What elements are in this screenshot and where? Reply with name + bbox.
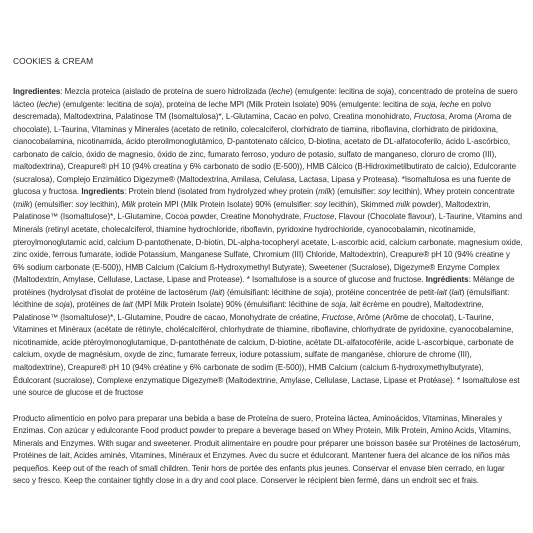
allergen-term: soja (144, 99, 160, 109)
allergen-term: soja (420, 99, 436, 109)
allergen-term: lait (122, 300, 133, 310)
allergen-term: soja (314, 287, 329, 297)
ingredients-text: (MPI Milk Protein Isolate) 90% (émulsifiant: lécithine de (132, 300, 332, 310)
ingredients-text: ) (emulgente: lecitina de (58, 99, 145, 109)
ingredients-heading: Ingredientes (13, 87, 61, 96)
ingredients-text: : Protein blend (isolated from hydrolyzed whey protein ( (124, 187, 319, 197)
ingredients-text: ) (emulgente: lecitina de (290, 87, 377, 96)
nutrition-label-sheet (13, 56, 523, 488)
allergen-term: Fructosa (413, 112, 445, 122)
ingredients-text: ), protéines de (69, 300, 123, 310)
allergen-term: Fructose (303, 212, 335, 222)
ingredients-text: ) (émulsifiant: lécithine de (13, 287, 510, 310)
ingredients-text: , (345, 300, 351, 310)
ingredients-text: ), protéine concentrée de petit- (328, 287, 437, 297)
ingredients-text: powder), Maltodextrin, Palatinose™ (Isomaltulose)*, L-Glutamine, Cocoa powder, Creatine Monohydrate, (13, 199, 491, 222)
ingredients-text: : Mezcla proteica (aislado de proteína de suero hidrolizada ( (60, 87, 272, 96)
ingredients-text: ) (emulsifier: (29, 199, 76, 209)
allergen-term: lait (436, 287, 447, 297)
allergen-term: lait (350, 300, 361, 310)
allergen-term: leche (439, 99, 459, 109)
ingredients-text: lecithin), Skimmed (326, 199, 396, 209)
product-description: Producto alimenticio en polvo para preparar una bebida a base de Proteína de suero, Proteína láctea, Aminoácidos, Vitaminas, Minerales y Enzimas. Con azúcar y edulcorante Food product powder to prepare a beverage based on Whey Protein, Milk Protein, Amino Acids, Vitamins, Minerals and Enzymes. With sugar and sweetener. Produit alimentaire en poudre pour préparer une boisson basée sur Protéines de lactosérum, Protéines de lait, Acides aminés, Vitamines, Minéraux et Enzymes. Avec du sucre et édulcorant. Mantener fuera del alcance de los niños más pequeños. Keep out of the reach of small children. Tenir hors de portée des enfants plus jeunes. Conservar el envase bien cerrado, en lugar seco y fresco. Keep the container tightly close in a dry and cool place. Conserver le récipient bien fermé, dans un endroit sec et frais. (13, 413, 521, 486)
ingredients-paragraph (13, 86, 523, 400)
ingredients-text: ) (emulsifier: (332, 187, 379, 197)
ingredients-heading: Ingredients (81, 187, 125, 197)
allergen-term: lait (451, 287, 462, 297)
allergen-term: soja (55, 300, 70, 310)
ingredients-text: en polvo descremada), Maltodextrina, Palatinose TM (Isomaltulosa)*, L-Glutamina, Cacao en polvo, Creatina monohidrato, (13, 99, 491, 122)
ingredients-text: lecithin), Whey protein concentrate ( (13, 187, 515, 209)
allergen-term: soja (376, 87, 392, 96)
allergen-term: milk (15, 199, 30, 209)
ingredients-text: écrème en poudre), Maltodextrine, Palatinose™ (Isomaltulose)*, L-Glutamine, Poudre de cacao, Monohydrate de créatine, (13, 300, 484, 322)
ingredients-text: ), concentrado de proteína de suero lácteo ( (13, 87, 518, 109)
allergen-term: leche (271, 87, 291, 96)
allergen-term: Fructose (321, 312, 353, 322)
ingredients-text: ( (446, 287, 452, 297)
ingredients-text: , (435, 99, 440, 109)
allergen-term: milk (318, 187, 333, 197)
allergen-term: lait (212, 287, 223, 297)
ingredients-text: , Aroma (Aroma de chocolate), L-Taurina, Vitaminas y Minerales (acetato de retinilo, colecalciferol, clorhidrato de tiamina, riboflavina, clorhidrato de piridoxina, cianocobalamina, nicotinamida, ácido pteroilmonoglutámico, D-pantotenato cálcico, D-biotina, acetato de DL-alfatocoferilo, ácido L-ascórbico, carbonato de calcio, óxido de magnesio, óxido de zinc, fumarato ferroso, yoduro de potasio, sulfato de manganeso, cloruro de cromo (III), maltodextrina), Creapure® pH 10 (94% creatina y 6% carbonato de sodio (E-500)), HMB Cálcico (B-Hidroximetilbutirato de calcio), Edulcorante (sucralosa), Complejo Enzimático Digezyme® (Maltodextrina, Amilasa, Celulasa, Lactasa, Lipasa y Proteasa). *Isomaltulosa es una fuente de glucosa y fructosa. (13, 112, 517, 197)
ingredients-text: : Mélange de protéines (hydrolysat d'isolat de protéine de lactosérum ( (13, 275, 515, 297)
product-title: COOKIES & CREAM (13, 56, 94, 66)
ingredients-text: ) (émulsifiant: lécithine de (222, 287, 315, 297)
allergen-term: Milk (121, 199, 136, 209)
ingredients-text: , Flavour (Chocolate flavour), L-Taurine, Vitamins and Minerals (retinyl acetate, cholecalciferol, thiamine hydrochloride, riboflavin, pyridoxine hydrochloride, cyanocobalamin, nicotinamide, pteroylmonoglutamic acid, calcium D-pantothenate, D-biotin, DL-alpha-tocopheryl acetate, L-ascorbic acid, calcium carbonate, magnesium oxide, zinc oxide, ferrous fumarate, iodide Potassium, Manganese Sulfate, Chromium (III) Chloride, Maltodextrin), Creapure® pH 10 (94% creatine y 6% sodium carbonate (E-500)), HMB Calcium (Calcium ß-Hydroxymethyl Butyrate), Sweetener (Sucralose), Digezyme® Enzyme Complex (Maltodextrin, Amylase, Cellulase, Lactase, Lipase and Protease). * Isomaltulose is a source of glucose and fructose. (13, 212, 523, 285)
ingredients-text: protein MPI (Milk Protein Isolate) 90% (emulsifier: (135, 199, 315, 209)
allergen-term: soy (314, 199, 327, 209)
ingredients-text: ), proteína de leche MPI (Milk Protein Isolate) 90% (emulgente: lecitina de (159, 99, 421, 109)
ingredients-text: lecithin), (87, 199, 122, 209)
allergen-term: soy (75, 199, 88, 209)
allergen-term: leche (39, 99, 58, 109)
ingredients-heading: Ingrédients (425, 275, 469, 285)
allergen-term: milk (395, 199, 410, 209)
ingredients-text: , Arôme (Arôme de chocolat), L-Taurine, Vitamines et Minéraux (acétate de rétinyle, cholécalciférol, chlorhydrate de thiamine, riboflavine, chlorhydrate de pyridoxine, cyanocobalamine, nicotinamide, acide ptéroylmonoglutamique, D-pantothénate de calcium, D-biotine, acétate DL-alfatocoférile, acide L-ascorbique, carbonate de calcium, oxyde de magnésium, oxyde de zinc, fumarate ferreux, iodure potassium, sulfate de manganèse, chlorure de chrome (III), maltodextrine), Creapure® pH 10 (94% créatine y 6% carbonate de sodim (E-500)), HMB Calcium (calcium ß-hydroxymethylbutyrate), Édulcorant (sucralose), Complexe enzymatique Digezyme® (Maltodextrine, Amylase, Cellulase, Lactase, Lipase et Protéase). * Isomaltulose est une source de glucose et de fructose (13, 312, 520, 398)
allergen-term: soja (331, 300, 346, 310)
allergen-term: soy (378, 187, 391, 197)
